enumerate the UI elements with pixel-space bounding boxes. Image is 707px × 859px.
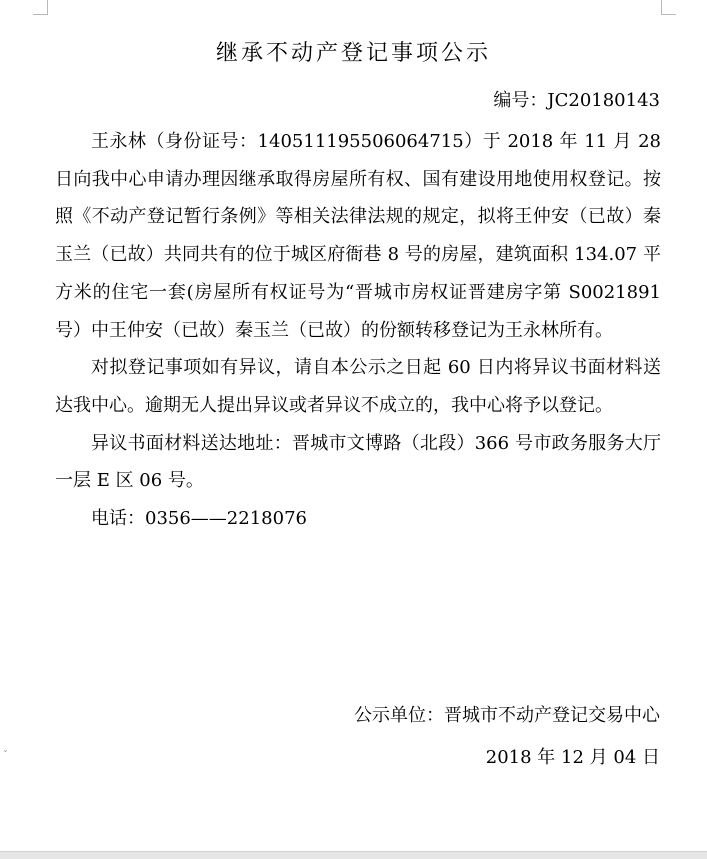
issue-date: 2018 年 12 月 04 日 xyxy=(485,747,660,768)
document-number: 编号：JC20180143 xyxy=(493,90,660,111)
collapse-marker-icon[interactable]: ⌄ xyxy=(2,745,9,754)
document-body xyxy=(55,123,661,538)
paragraph-objection: 对拟登记事项如有异议，请自本公示之日起 60 日内将异议书面材料送达我中心。逾期无人提出异议或者异议不成立的，我中心将予以登记。 xyxy=(55,357,661,416)
crop-mark-top-right xyxy=(661,0,676,15)
paragraph-application: 王永林（身份证号：140511195506064715）于 2018 年 11 月 28 日向我中心申请办理因继承取得房屋所有权、国有建设用地使用权登记。按照《不动产登记暂行条例》等相关法律法规的规定，拟将王仲安（已故）秦玉兰（已故）共同共有的位于城区府衙巷 8 号的房屋，建筑面积 134.07 平方米的住宅一套(房屋所有权证号为“晋城市房权证晋建房字第 S0021891 号）中王仲安（已故）秦玉兰（已故）的份额转移登记为王永林所有。 xyxy=(55,131,661,341)
horizontal-scrollbar[interactable] xyxy=(0,851,707,859)
page-title: 继承不动产登记事项公示 xyxy=(215,41,491,66)
issuing-unit: 公示单位：晋城市不动产登记交易中心 xyxy=(354,705,660,726)
paragraph-phone: 电话：0356——2218076 xyxy=(91,508,307,530)
paragraph-address: 异议书面材料送达地址：晋城市文博路（北段）366 号市政务服务大厅一层 E 区 06 号。 xyxy=(55,432,661,492)
crop-mark-top-left xyxy=(33,0,48,15)
